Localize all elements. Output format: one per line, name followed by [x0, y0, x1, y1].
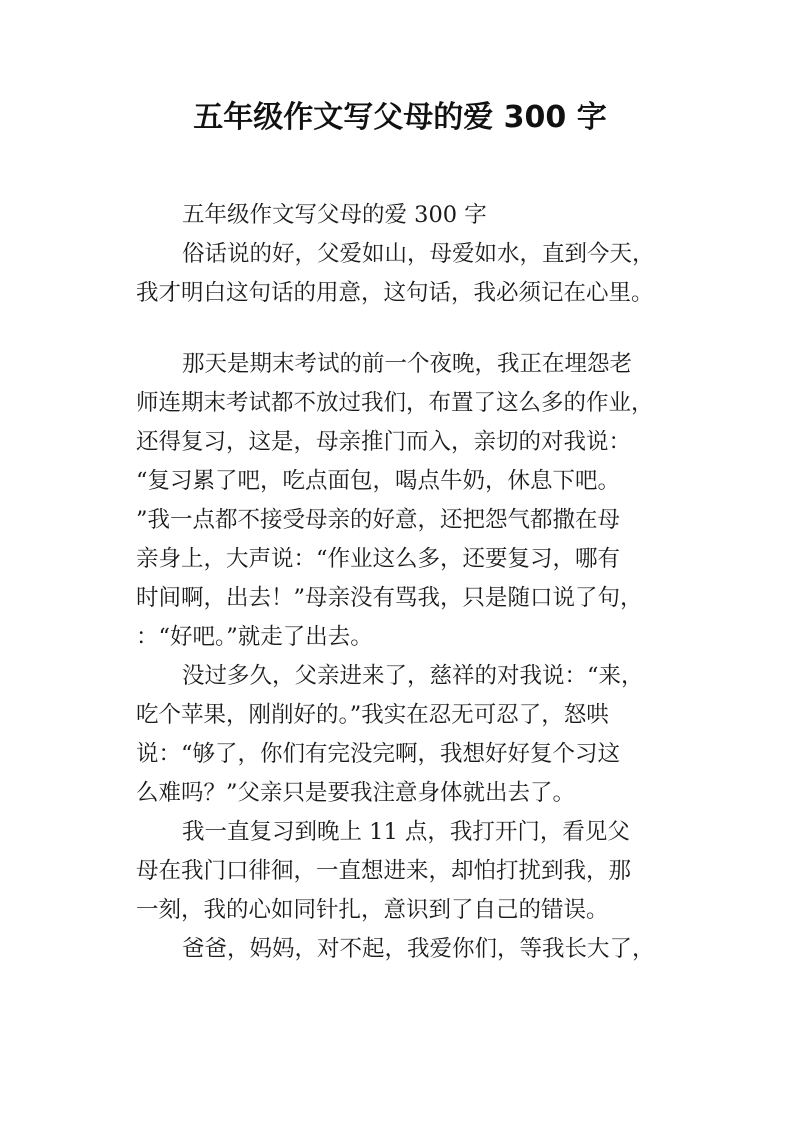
paragraph-line: 我才明白这句话的用意，这句话，我必须记在心里。 [136, 280, 654, 306]
paragraph-spacer [136, 313, 676, 345]
paragraph-line: 师连期末考试都不放过我们，布置了这么多的作业， [136, 390, 654, 416]
paragraph-line: 母在我门口徘徊，一直想进来，却怕打扰到我，那 [136, 858, 632, 884]
paragraph-line: 吃个苹果，刚削好的。”我实在忍无可忍了，怒哄 [136, 702, 609, 728]
paragraph-line: 还得复习，这是，母亲推门而入，亲切的对我说： [136, 429, 632, 455]
paragraph-line: 我一直复习到晚上 11 点，我打开门，看见父 [182, 819, 630, 845]
paragraph-line: 亲身上，大声说：“作业这么多，还要复习，哪有 [136, 546, 621, 572]
paragraph-line: ：“好吧。”就走了出去。 [136, 624, 373, 650]
paragraph-line: 那天是期末考试的前一个夜晚，我正在埋怨老 [182, 351, 633, 377]
paragraph-line: 俗话说的好，父爱如山，母爱如水，直到今天， [182, 241, 655, 267]
paragraph-line: ”我一点都不接受母亲的好意，还把怨气都撒在母 [136, 507, 621, 533]
paragraph-line: 时间啊，出去！”母亲没有骂我，只是随口说了句， [136, 585, 643, 611]
subtitle-line: 五年级作文写父母的爱 300 字 [182, 202, 487, 228]
paragraph-line: 么难吗？”父亲只是要我注意身体就出去了。 [136, 780, 576, 806]
paragraph-line: 说：“够了，你们有完没完啊，我想好好复个习这 [136, 741, 621, 767]
document-body [136, 196, 676, 969]
paragraph-line: “复习累了吧，吃点面包，喝点牛奶，休息下吧。 [136, 468, 621, 494]
paragraph-line: 一刻，我的心如同针扎，意识到了自己的错误。 [136, 897, 609, 923]
paragraph-line: 没过多久，父亲进来了，慈祥的对我说：“来， [182, 663, 644, 689]
paragraph-line: 爸爸，妈妈，对不起，我爱你们，等我长大了， [182, 936, 655, 962]
page-title: 五年级作文写父母的爱 300 字 [193, 100, 607, 135]
